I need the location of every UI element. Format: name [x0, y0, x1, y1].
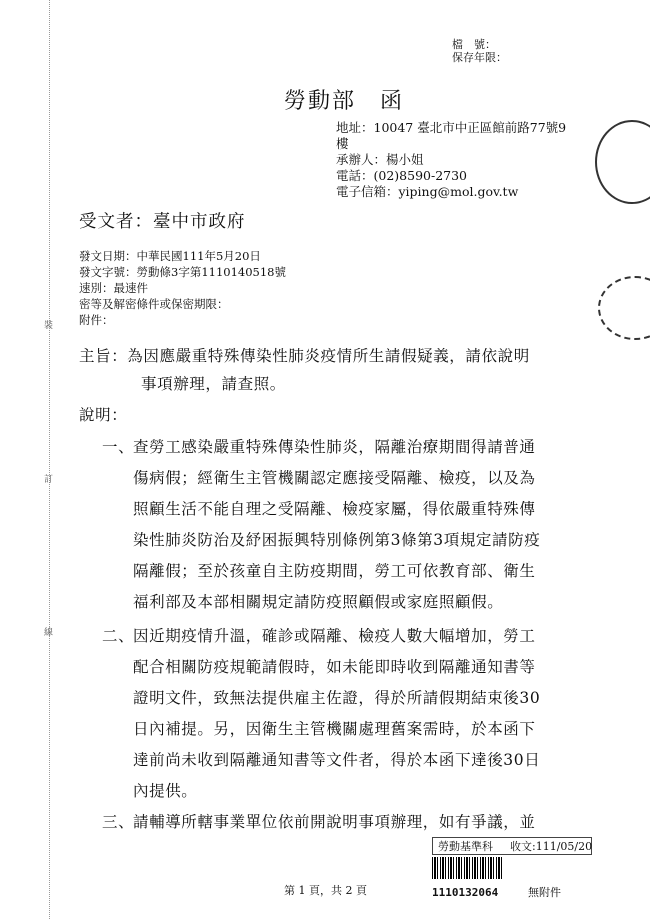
item-line: 福利部及本部相關規定請防疫照顧假或家庭照顧假。 — [133, 593, 504, 611]
item-line: 日內補提。另，因衛生主管機關處理舊案需時，於本函下 — [133, 720, 536, 738]
document-title: 勞動部 函 — [284, 89, 405, 114]
item-number: 一、 — [102, 438, 135, 456]
contact-person: 承辦人：楊小姐 — [336, 152, 424, 167]
item-line: 因近期疫情升溫，確診或隔離、檢疫人數大幅增加，勞工 — [133, 627, 536, 645]
sender-address-continued: 樓 — [336, 136, 349, 151]
retention-label: 保存年限： — [452, 51, 507, 64]
sender-address: 地址：10047 臺北市中正區館前路77號9 — [336, 120, 567, 135]
item-number: 三、 — [102, 813, 135, 831]
item-line: 查勞工感染嚴重特殊傳染性肺炎，隔離治療期間得請普通 — [133, 438, 536, 456]
recipient: 受文者：臺中市政府 — [79, 212, 246, 232]
margin-mark-bind: 裝 — [44, 321, 54, 331]
item-line: 照顧生活不能自理之受隔離、檢疫家屬，得依嚴重特殊傳 — [133, 500, 536, 518]
item-line: 達前尚未收到隔離通知書等文件者，得於本函下達後30日 — [133, 751, 541, 769]
item-line: 內提供。 — [133, 782, 198, 800]
barcode-icon — [432, 857, 502, 879]
subject-line-2: 事項辦理，請查照。 — [141, 375, 286, 393]
margin-mark-line: 線 — [44, 628, 54, 638]
item-line: 染性肺炎防治及紓困振興特別條例第3條第3項規定請防疫 — [133, 531, 541, 549]
delivery-speed: 速別：最速件 — [79, 281, 148, 295]
item-line: 傷病假；經衛生主管機關認定應接受隔離、檢疫，以及為 — [133, 469, 536, 487]
stamp-received-date: 收文:111/05/20 — [510, 840, 593, 853]
explanation-label: 說明： — [79, 406, 128, 424]
doc-code: 1110132064 — [432, 886, 499, 899]
item-line: 證明文件，致無法提供雇主佐證，得於所請假期結束後30 — [133, 689, 541, 707]
contact-email: 電子信箱：yiping@mol.gov.tw — [336, 184, 519, 199]
page-seal-icon — [598, 276, 650, 340]
item-line: 隔離假；至於孩童自主防疫期間，勞工可依教育部、衛生 — [133, 562, 536, 580]
secrecy-level: 密等及解密條件或保密期限： — [79, 297, 229, 311]
document-number: 發文字號：勞動條3字第1110140518號 — [79, 265, 286, 279]
official-seal-icon — [595, 120, 650, 204]
page-number: 第 1 頁，共 2 頁 — [284, 884, 367, 897]
subject-line-1: 主旨：為因應嚴重特殊傳染性肺炎疫情所生請假疑義，請依說明 — [79, 347, 530, 365]
issue-date: 發文日期：中華民國111年5月20日 — [79, 249, 261, 263]
item-number: 二、 — [102, 627, 135, 645]
attachments: 附件： — [79, 313, 114, 327]
item-line: 請輔導所轄事業單位依前開說明事項辦理，如有爭議，並 — [133, 813, 536, 831]
stamp-department: 勞動基準科 — [438, 840, 493, 853]
margin-mark-staple: 訂 — [44, 475, 54, 485]
file-number-label: 檔 號： — [452, 38, 496, 51]
no-attachment-label: 無附件 — [528, 886, 561, 899]
item-line: 配合相關防疫規範請假時，如未能即時收到隔離通知書等 — [133, 658, 536, 676]
binding-line — [49, 0, 50, 919]
contact-phone: 電話：(02)8590-2730 — [336, 168, 468, 183]
